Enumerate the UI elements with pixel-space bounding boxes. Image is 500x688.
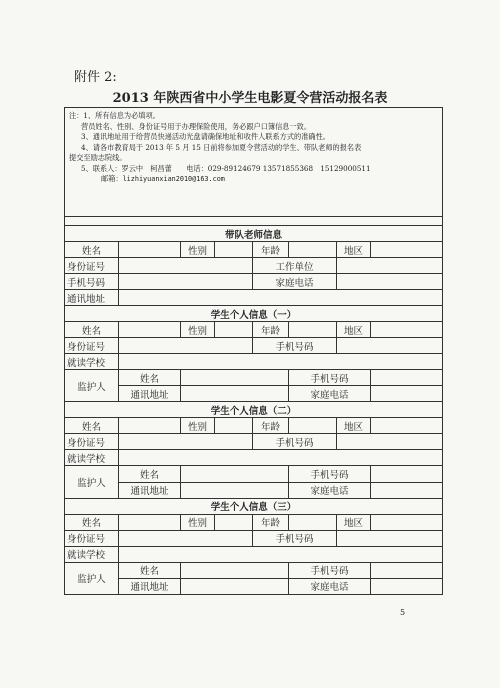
field-label-age: 年龄 [253, 322, 289, 338]
student-section-header: 学生个人信息（二） [65, 402, 443, 418]
field-value-school[interactable] [119, 450, 443, 466]
field-value-age[interactable] [289, 242, 337, 258]
field-label-gender: 性别 [181, 514, 215, 530]
guardian-row-1 [65, 370, 443, 386]
teacher-section-header: 带队老师信息 [65, 226, 443, 242]
field-value-age[interactable] [289, 418, 337, 434]
field-label-guardian: 监护人 [65, 562, 119, 594]
notes-row [65, 108, 443, 217]
field-label-address: 通讯地址 [119, 578, 181, 594]
student-school-row [65, 546, 443, 562]
field-value-home-phone[interactable] [371, 386, 443, 402]
field-value-id[interactable] [119, 530, 253, 546]
student-id-row [65, 434, 443, 450]
email-address: lizhiyuanxian2010@163.com [122, 175, 225, 183]
field-value-guardian-name[interactable] [181, 466, 289, 482]
field-value-mobile[interactable] [119, 274, 253, 290]
section-header-row [65, 498, 443, 514]
field-label-name: 姓名 [65, 242, 119, 258]
teacher-id-row [65, 258, 443, 274]
field-value-id[interactable] [119, 434, 253, 450]
field-label-id: 身份证号 [65, 338, 119, 354]
field-label-home-phone: 家庭电话 [289, 386, 371, 402]
field-label-mobile: 手机号码 [253, 530, 337, 546]
field-value-region[interactable] [371, 242, 443, 258]
student-school-row [65, 354, 443, 370]
field-value-work-unit[interactable] [337, 258, 443, 274]
note-line: 营员姓名、性别、身份证号用于办理保险使用，务必跟户口簿信息一致。 [81, 121, 312, 131]
field-label-id: 身份证号 [65, 530, 119, 546]
student-id-row [65, 338, 443, 354]
field-value-home-phone[interactable] [371, 578, 443, 594]
field-value-address[interactable] [181, 482, 289, 498]
notes-box [65, 108, 443, 217]
student-section-header: 学生个人信息（一） [65, 306, 443, 322]
page-number: 5 [400, 608, 406, 617]
guardian-row-1 [65, 562, 443, 578]
student-school-row [65, 450, 443, 466]
field-label-school: 就读学校 [65, 354, 119, 370]
field-value-address[interactable] [119, 290, 443, 306]
field-label-guardian: 监护人 [65, 466, 119, 498]
field-value-school[interactable] [119, 546, 443, 562]
field-value-guardian-mobile[interactable] [371, 466, 443, 482]
field-value-name[interactable] [119, 242, 181, 258]
field-label-gender: 性别 [181, 322, 215, 338]
field-label-school: 就读学校 [65, 450, 119, 466]
field-label-mobile: 手机号码 [253, 434, 337, 450]
field-label-id: 身份证号 [65, 434, 119, 450]
form-title: 2013 年陕西省中小学生电影夏令营活动报名表 [112, 91, 388, 106]
field-value-school[interactable] [119, 354, 443, 370]
guardian-row-2 [65, 386, 443, 402]
field-value-guardian-name[interactable] [181, 562, 289, 578]
field-value-gender[interactable] [215, 514, 253, 530]
field-label-home-phone: 家庭电话 [289, 482, 371, 498]
section-header-row [65, 306, 443, 322]
attachment-label: 附件 2: [74, 70, 117, 85]
field-label-region: 地区 [337, 242, 371, 258]
teacher-address-row [65, 290, 443, 306]
field-value-guardian-mobile[interactable] [371, 370, 443, 386]
field-value-gender[interactable] [215, 418, 253, 434]
note-line: 5、联系人：罗云中 柯昌蕾 电话：029-89124679 13571855368 15129000511 [81, 163, 371, 173]
field-label-work-unit: 工作单位 [253, 258, 337, 274]
field-label-home-phone: 家庭电话 [289, 578, 371, 594]
field-value-region[interactable] [371, 322, 443, 338]
field-value-gender[interactable] [215, 322, 253, 338]
field-value-mobile[interactable] [337, 434, 443, 450]
field-value-home-phone[interactable] [371, 482, 443, 498]
spacer-row [65, 217, 443, 226]
field-label-address: 通讯地址 [119, 482, 181, 498]
note-line: 4、请各市教育局于 2013 年 5 月 15 日前将参加夏令营活动的学生、带队老师的报名表 [81, 142, 362, 152]
field-value-age[interactable] [289, 322, 337, 338]
note-line: 提交至励志院线。 [69, 153, 127, 162]
field-value-home-phone[interactable] [337, 274, 443, 290]
teacher-phone-row [65, 274, 443, 290]
field-label-age: 年龄 [253, 242, 289, 258]
field-value-region[interactable] [371, 418, 443, 434]
field-value-id[interactable] [119, 258, 253, 274]
field-value-mobile[interactable] [337, 338, 443, 354]
spacer-cell [65, 217, 443, 226]
section-header-row [65, 226, 443, 242]
field-label-guardian: 监护人 [65, 370, 119, 402]
field-value-age[interactable] [289, 514, 337, 530]
field-label-id: 身份证号 [65, 258, 119, 274]
student-basic-row [65, 514, 443, 530]
field-label-gender: 性别 [181, 418, 215, 434]
field-label-age: 年龄 [253, 418, 289, 434]
student-section-header: 学生个人信息（三） [65, 498, 443, 514]
field-label-guardian-name: 姓名 [119, 466, 181, 482]
field-label-region: 地区 [337, 322, 371, 338]
guardian-row-2 [65, 578, 443, 594]
field-label-region: 地区 [337, 418, 371, 434]
student-id-row [65, 530, 443, 546]
teacher-basic-row [65, 242, 443, 258]
field-label-region: 地区 [337, 514, 371, 530]
field-label-mobile: 手机号码 [65, 274, 119, 290]
field-value-mobile[interactable] [337, 530, 443, 546]
field-label-guardian-name: 姓名 [119, 370, 181, 386]
email-label: 邮箱： [101, 174, 123, 183]
field-value-guardian-mobile[interactable] [371, 562, 443, 578]
registration-form-table [64, 107, 443, 595]
field-value-address[interactable] [181, 578, 289, 594]
note-line [69, 174, 438, 185]
field-label-guardian-mobile: 手机号码 [289, 562, 371, 578]
note-line: 注：1、所有信息为必填项。 [69, 111, 160, 120]
field-label-name: 姓名 [65, 514, 119, 530]
field-label-guardian-name: 姓名 [119, 562, 181, 578]
field-value-name[interactable] [119, 322, 181, 338]
guardian-row-2 [65, 482, 443, 498]
section-header-row [65, 402, 443, 418]
note-line: 3、通讯地址用于给营员快递活动光盘请确保地址和收件人联系方式的准确性。 [81, 132, 330, 141]
field-label-age: 年龄 [253, 514, 289, 530]
field-label-home-phone: 家庭电话 [253, 274, 337, 290]
student-basic-row [65, 322, 443, 338]
field-value-gender[interactable] [215, 242, 253, 258]
field-value-id[interactable] [119, 338, 253, 354]
guardian-row-1 [65, 466, 443, 482]
field-value-region[interactable] [371, 514, 443, 530]
field-label-name: 姓名 [65, 322, 119, 338]
field-value-address[interactable] [181, 386, 289, 402]
field-label-guardian-mobile: 手机号码 [289, 370, 371, 386]
field-label-address: 通讯地址 [119, 386, 181, 402]
field-value-name[interactable] [119, 514, 181, 530]
field-label-school: 就读学校 [65, 546, 119, 562]
field-label-address: 通讯地址 [65, 290, 119, 306]
student-basic-row [65, 418, 443, 434]
field-label-guardian-mobile: 手机号码 [289, 466, 371, 482]
field-value-guardian-name[interactable] [181, 370, 289, 386]
field-label-mobile: 手机号码 [253, 338, 337, 354]
field-value-name[interactable] [119, 418, 181, 434]
field-label-name: 姓名 [65, 418, 119, 434]
field-label-gender: 性别 [181, 242, 215, 258]
